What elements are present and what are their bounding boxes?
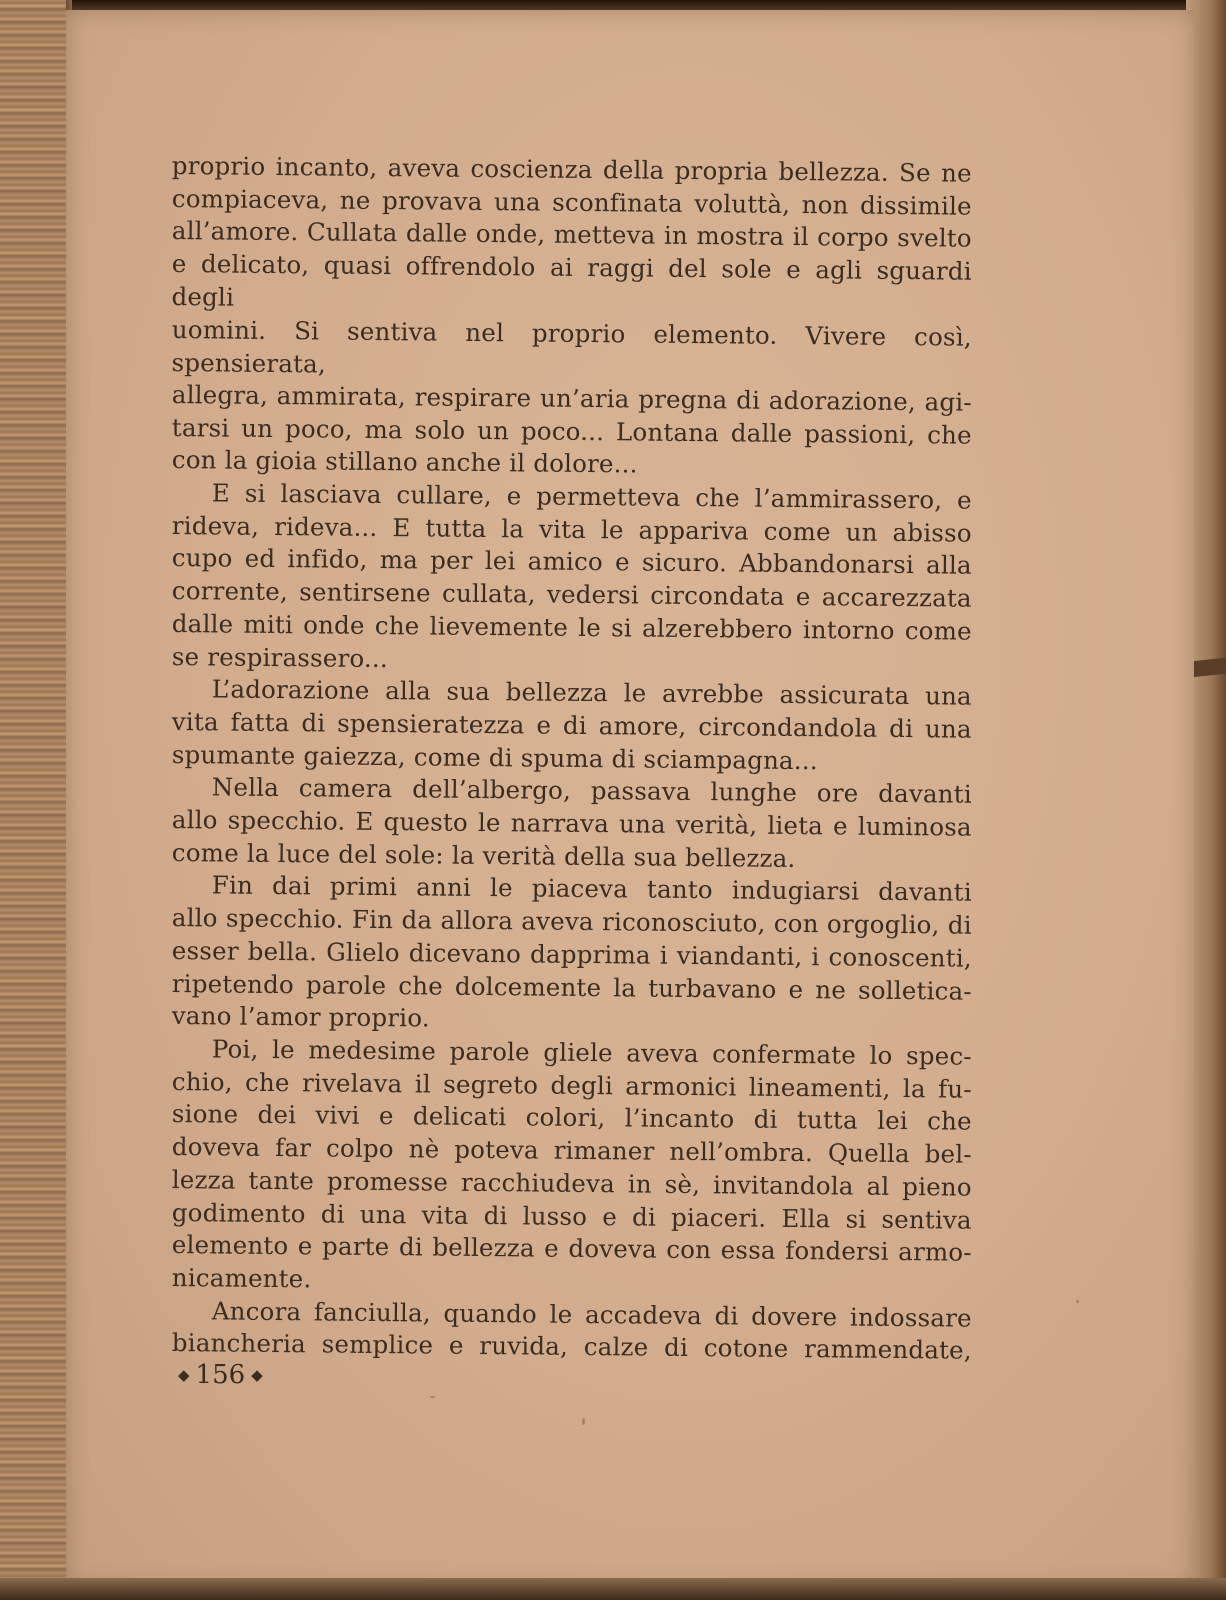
text-line: corrente, sentirsene cullata, vedersi circondata e accarezzata — [171, 576, 972, 613]
text-line: nicamente. — [171, 1262, 312, 1294]
ornament-right-icon: ◆ — [251, 1366, 263, 1384]
text-line: elemento e parte di bellezza e doveva con essa fondersi armo- — [171, 1230, 972, 1267]
paper-speck — [582, 1418, 585, 1425]
text-line: allo specchio. E questo le narrava una verità, lieta e luminosa — [171, 805, 972, 842]
text-line: compiaceva, ne provava una sconfinata voluttà, non dissimile — [171, 183, 972, 221]
text-line: esser bella. Glielo dicevano dapprima i viandanti, i conoscenti, — [171, 935, 972, 973]
bottom-shadow — [0, 1578, 1226, 1600]
text-line: lezza tante promesse racchiudeva in sè, invitandola al pieno — [171, 1164, 972, 1202]
text-line: allo specchio. Fin da allora aveva riconosciuto, con orgoglio, di — [171, 903, 972, 940]
text-line: Fin dai primi anni le piaceva tanto indugiarsi davanti — [211, 870, 972, 908]
text-line: ripetendo parole che dolcemente la turbavano e ne solletica- — [171, 968, 972, 1006]
worn-binding-edge — [0, 0, 72, 1600]
page-number: 156 — [195, 1360, 246, 1390]
text-line: E si lasciava cullare, e permetteva che l’ammirassero, e — [211, 478, 972, 515]
text-line: vano l’amor proprio. — [171, 1001, 430, 1033]
text-line: Ancora fanciulla, quando le accadeva di dovere indossare — [211, 1295, 972, 1333]
text-line: Nella camera dell’albergo, passava lunghe ore davanti — [211, 772, 972, 810]
text-line: con la gioia stillano anche il dolore... — [171, 445, 638, 479]
paper-speck — [430, 1396, 435, 1398]
text-line: godimento di una vita di lusso e di piaceri. Ella si sentiva — [171, 1197, 972, 1235]
ornament-left-icon: ◆ — [178, 1366, 190, 1384]
text-line: se respirassero... — [171, 641, 389, 673]
text-line: allegra, ammirata, respirare un’aria pregna di adorazione, agi- — [171, 379, 972, 417]
text-line: rideva, rideva... E tutta la vita le appariva come un abisso — [171, 510, 972, 548]
text-line: proprio incanto, aveva coscienza della propria bellezza. Se ne — [171, 150, 972, 188]
text-line: spumante gaiezza, come di spuma di sciampagna... — [171, 739, 818, 775]
page-folio — [172, 1360, 269, 1390]
paper-speck — [1076, 1300, 1079, 1303]
text-line: dalle miti onde che lievemente le si alzerebbero intorno come — [171, 608, 972, 646]
text-line: come la luce del sole: la verità della sua bellezza. — [171, 837, 796, 873]
body-text — [171, 150, 972, 1365]
text-line: L’adorazione alla sua bellezza le avrebbe assicurata una — [211, 674, 972, 711]
text-line: doveva far colpo nè poteva rimaner nell’ombra. Quella bel- — [171, 1132, 972, 1169]
text-line: Poi, le medesime parole gliele aveva confermate lo spec- — [211, 1034, 972, 1071]
text-line: sione dei vivi e delicati colori, l’incanto di tutta lei che — [171, 1099, 972, 1137]
text-line: cupo ed infido, ma per lei amico e sicuro. Abbandonarsi alla — [171, 543, 972, 581]
text-line: vita fatta di spensieratezza e di amore, circondandola di una — [171, 706, 972, 744]
text-line: biancheria semplice e ruvida, calze di cotone rammendate, — [171, 1328, 972, 1365]
text-line: e delicato, quasi offrendolo ai raggi del sole e agli sguardi degli — [171, 249, 972, 312]
text-line: tarsi un poco, ma solo un poco... Lontana dalle passioni, che — [171, 412, 972, 450]
text-line: uomini. Si sentiva nel proprio elemento. Vivere così, spensierata, — [171, 314, 972, 378]
text-line: chio, che rivelava il segreto degli armonici lineamenti, la fu- — [171, 1066, 972, 1104]
text-line: all’amore. Cullata dalle onde, metteva in mostra il corpo svelto — [171, 216, 972, 254]
